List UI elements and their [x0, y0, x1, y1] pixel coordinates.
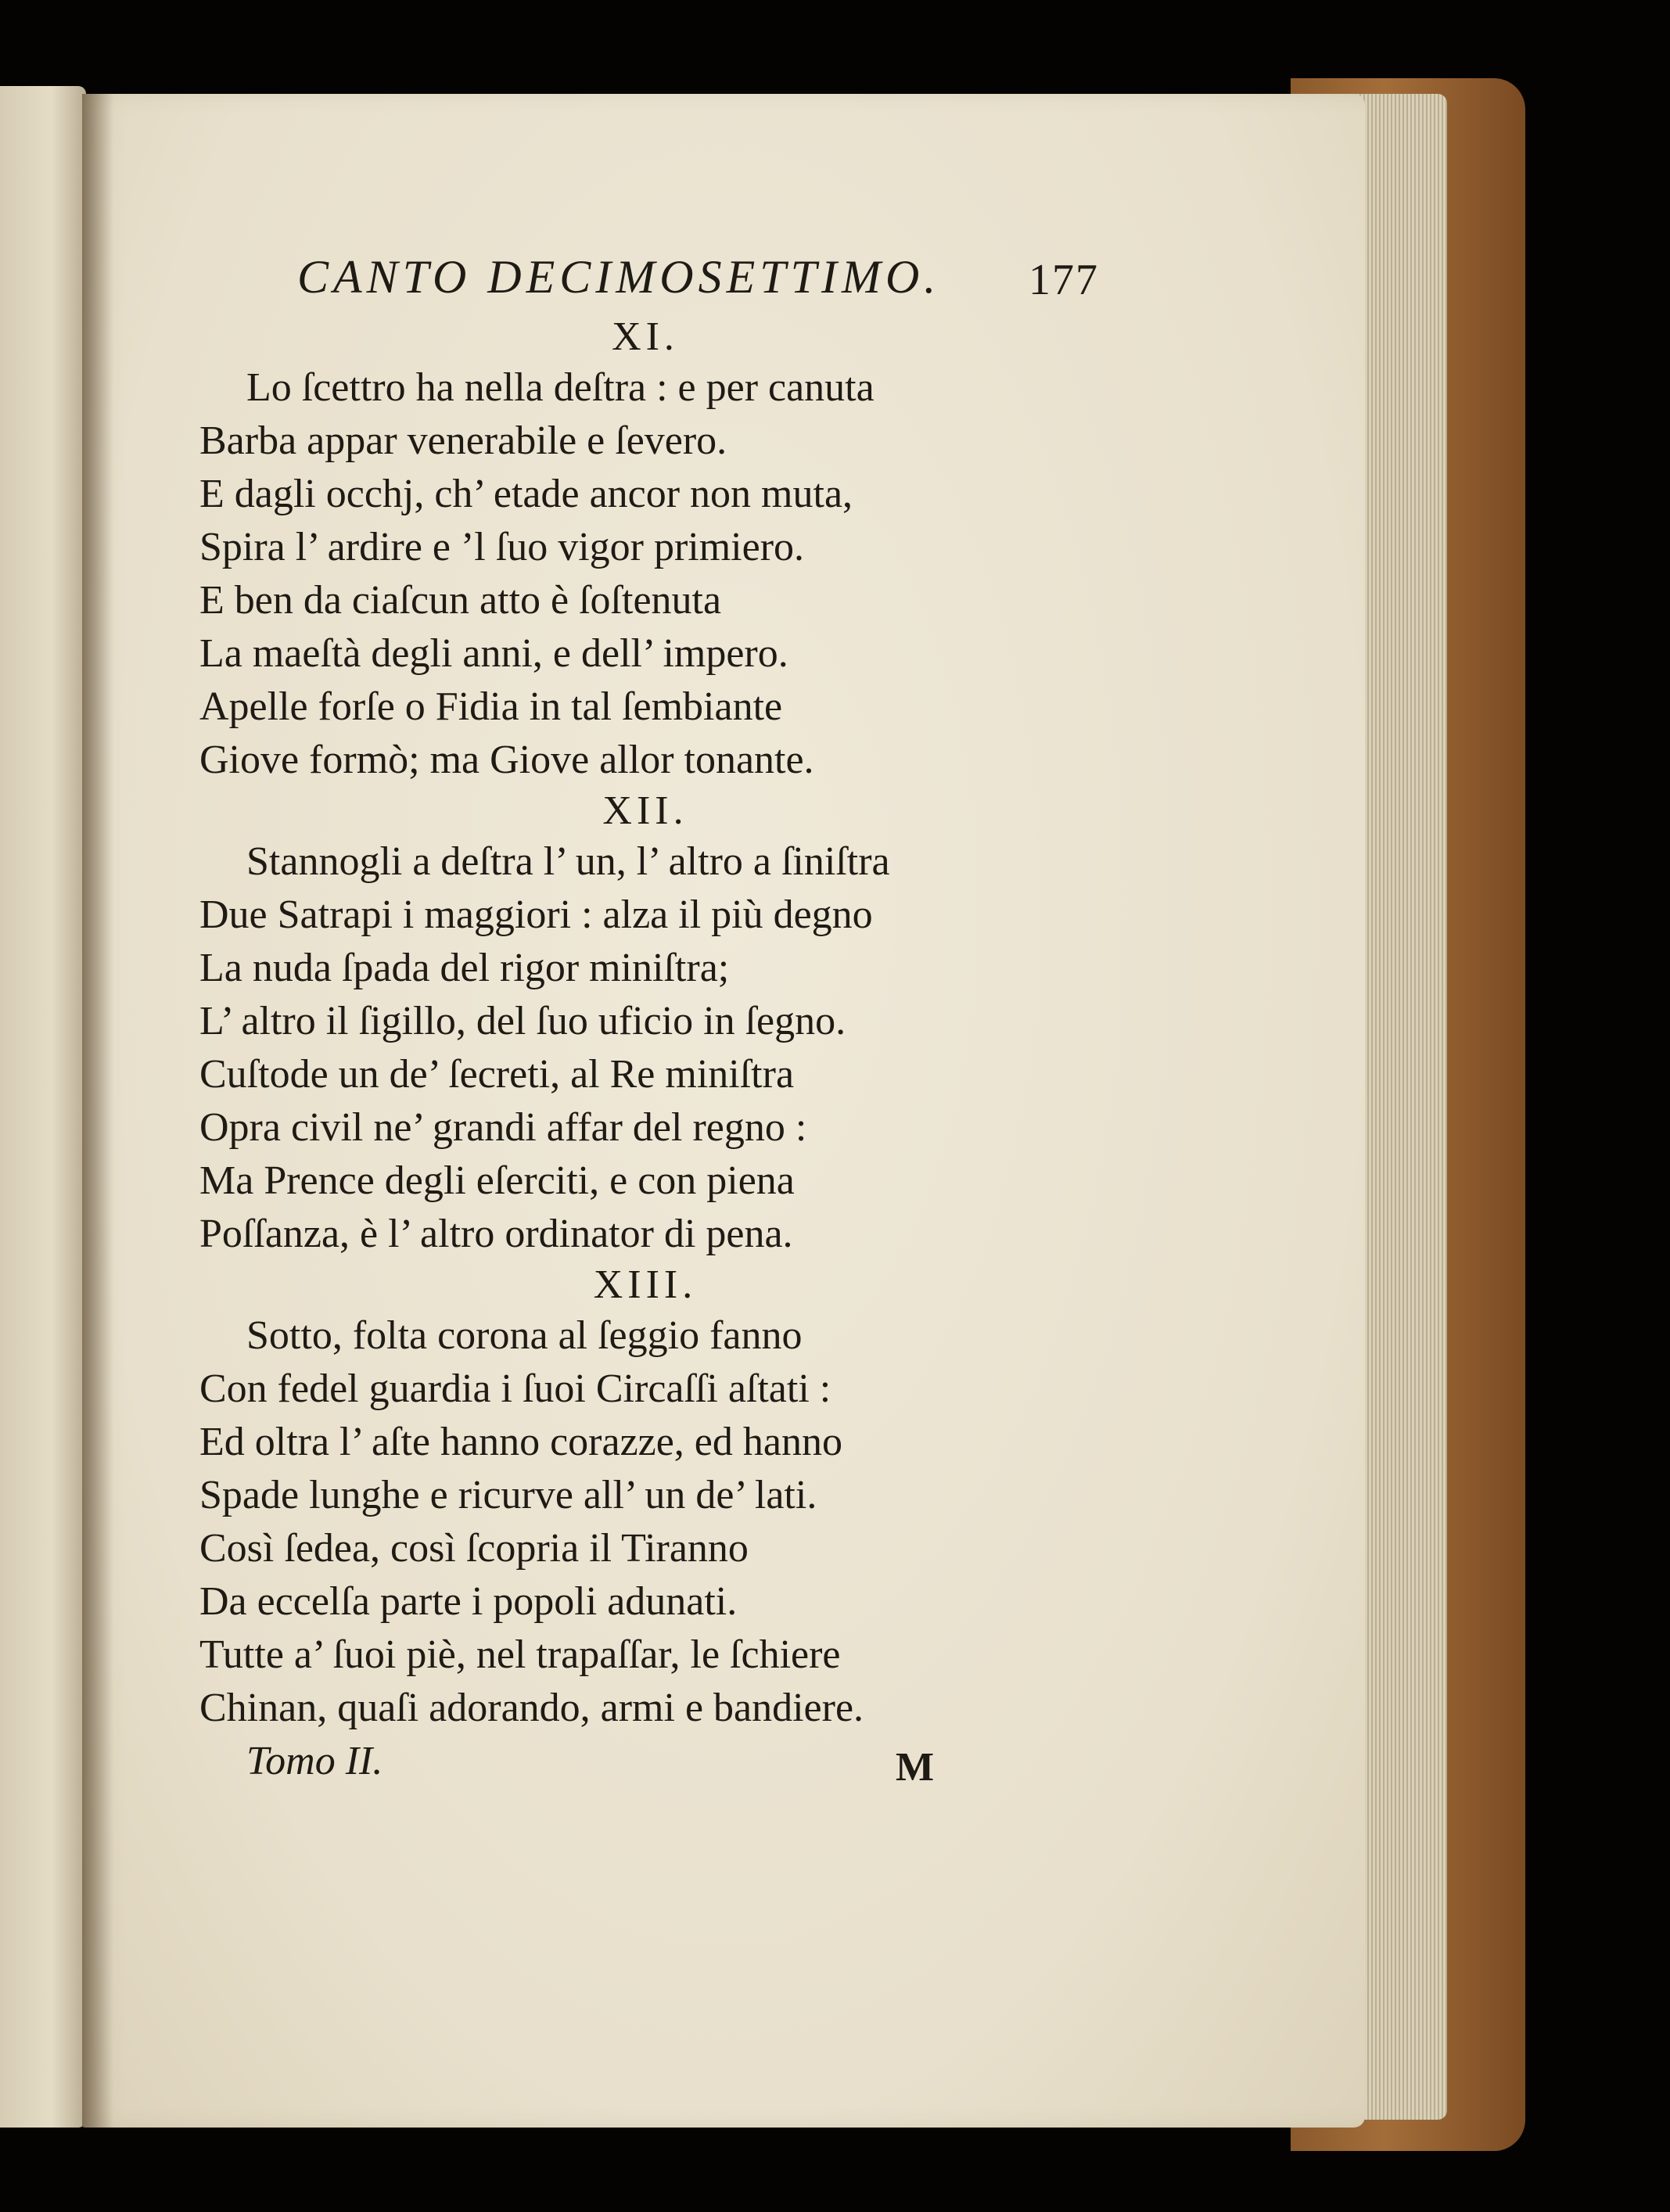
volume-label: Tomo II. — [246, 1739, 383, 1783]
verse-line: La nuda ſpada del rigor miniſtra; — [199, 946, 730, 990]
left-page-edge — [0, 86, 86, 2128]
stanza-number: XI. — [612, 314, 679, 359]
canto-title: CANTO DECIMOSETTIMO. — [297, 251, 941, 303]
verse-line: Stannogli a deſtra l’ un, l’ altro a ſiniſtra — [246, 839, 890, 884]
stanza — [199, 787, 1107, 1261]
page-gutter — [82, 94, 113, 2128]
verse-line: Poſſanza, è l’ altro ordinator di pena. — [199, 1212, 793, 1256]
stanza-number: XIII. — [593, 1262, 698, 1307]
verse-line: Spade lunghe e ricurve all’ un de’ lati. — [199, 1473, 817, 1517]
verse-line: Chinan, quaſi adorando, armi e bandiere. — [199, 1686, 864, 1730]
verse-line: L’ altro il ſigillo, del ſuo uficio in ſegno. — [199, 999, 846, 1043]
verse-line: Barba appar venerabile e ſevero. — [199, 418, 727, 463]
page-number: 177 — [1029, 256, 1099, 304]
verse-line: Lo ſcettro ha nella deſtra : e per canuta — [246, 365, 875, 410]
verse-line: Tutte a’ ſuoi piè, nel trapaſſar, le ſchiere — [199, 1632, 841, 1677]
verse-line: Sotto, folta corona al ſeggio fanno — [246, 1313, 803, 1358]
verse-line: E ben da ciaſcun atto è ſoſtenuta — [199, 578, 722, 623]
signature-mark: M — [896, 1745, 935, 1790]
verse-line: Due Satrapi i maggiori : alza il più degno — [199, 892, 873, 937]
stanza — [199, 313, 1107, 787]
running-header — [199, 250, 1107, 313]
page-content — [199, 250, 1107, 1801]
verse-line: Così ſedea, così ſcopria il Tiranno — [199, 1526, 749, 1571]
verse-line: Cuſtode un de’ ſecreti, al Re miniſtra — [199, 1052, 795, 1097]
verse-line: Ma Prence degli eſerciti, e con piena — [199, 1158, 795, 1203]
verse-line: Giove formò; ma Giove allor tonante. — [199, 738, 814, 782]
stanza-number: XII. — [602, 788, 688, 833]
verse-line: Con fedel guardia i ſuoi Circaſſi aſtati : — [199, 1366, 831, 1411]
verse-line: Opra civil ne’ grandi affar del regno : — [199, 1105, 807, 1150]
verse-line: Spira l’ ardire e ’l ſuo vigor primiero. — [199, 525, 805, 569]
verse-line: Da eccelſa parte i popoli adunati. — [199, 1579, 738, 1624]
verse-line: Ed oltra l’ aſte hanno corazze, ed hanno — [199, 1420, 842, 1464]
verse-line: Apelle forſe o Fidia in tal ſembiante — [199, 684, 783, 729]
verse-line: La maeſtà degli anni, e dell’ impero. — [199, 631, 788, 676]
page-footer — [199, 1738, 1107, 1801]
stanza — [199, 1261, 1107, 1735]
verse-line: E dagli occhj, ch’ etade ancor non muta, — [199, 472, 853, 516]
